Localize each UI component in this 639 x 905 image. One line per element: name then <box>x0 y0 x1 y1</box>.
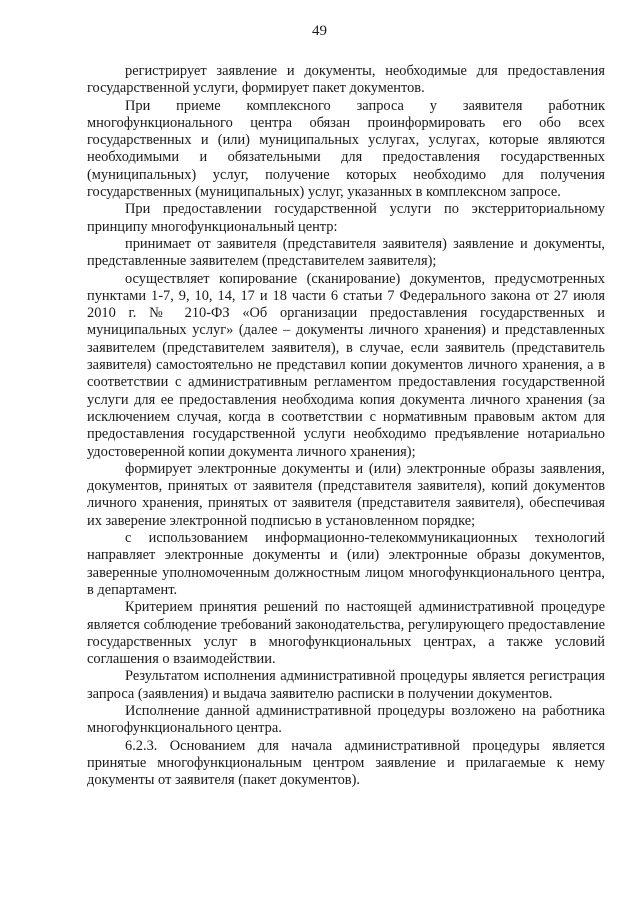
paragraph-registration: регистрирует заявление и документы, необходимые для предоставления государственной услуги, формирует пакет документов. <box>87 63 605 97</box>
document-body <box>87 63 605 789</box>
paragraph-accepts-application: принимает от заявителя (представителя заявителя) заявление и документы, представленные заявителем (представителем заявителя); <box>87 235 605 270</box>
paragraph-electronic-documents: формирует электронные документы и (или) электронные образы заявления, документов, принятых от заявителя (представителя заявителя), копий документов личного хранения, принятых от заявителя (представителя заявителя), обеспечивая их заверение электронной подписью в установленном порядке; <box>87 460 605 529</box>
paragraph-decision-criterion: Критерием принятия решений по настоящей административной процедуре является соблюдение требований законодательства, регулирующего предоставление государственных услуг в многофункциональных центрах, а также условий соглашения о взаимодействии. <box>87 599 605 668</box>
paragraph-copying-documents: осуществляет копирование (сканирование) документов, предусмотренных пунктами 1-7, 9, 10, 14, 17 и 18 части 6 статьи 7 Федерального закона от 27 июля 2010 г. № 210-ФЗ «Об организации предоставления государственных и муниципальных услуг» (далее – документы личного хранения) и представленных заявителем (представителем заявителя), в случае, если заявитель (представитель заявителя) самостоятельно не представил копии документов личного хранения, а в соответствии с административным регламентом предоставления государственной услуги для ее предоставления необходима копия документа личного хранения (за исключением случая, когда в соответствии с нормативным правовым актом для предоставления государственной услуги необходимо предъявление нотариально удостоверенной копии документа личного хранения); <box>87 270 605 460</box>
paragraph-complex-request: При приеме комплексного запроса у заявителя работник многофункционального центра обязан проинформировать его обо всех государственных и (или) муниципальных услугах, услугах, которые являются необходимыми и обязательными для предоставления государственных (муниципальных) услуг, получение которых необходимо для получения государственных (муниципальных) услуг, указанных в комплексном запросе. <box>87 97 605 201</box>
paragraph-execution: Исполнение данной административной процедуры возложено на работника многофункционального центра. <box>87 702 605 737</box>
paragraph-ict-transfer: с использованием информационно-телекоммуникационных технологий направляет электронные документы и (или) электронные образы документов, заверенные уполномоченным должностным лицом многофункционального центра, в департамент. <box>87 530 605 598</box>
paragraph-extraterritorial: При предоставлении государственной услуги по экстерриториальному принципу многофункциональный центр: <box>87 201 605 235</box>
paragraph-6-2-3: 6.2.3. Основанием для начала административной процедуры является принятые многофункциональным центром заявление и прилагаемые к нему документы от заявителя (пакет документов). <box>87 737 605 789</box>
page-number: 49 <box>312 23 327 39</box>
paragraph-result: Результатом исполнения административной процедуры является регистрация запроса (заявления) и выдача заявителю расписки в получении документов. <box>87 668 605 702</box>
